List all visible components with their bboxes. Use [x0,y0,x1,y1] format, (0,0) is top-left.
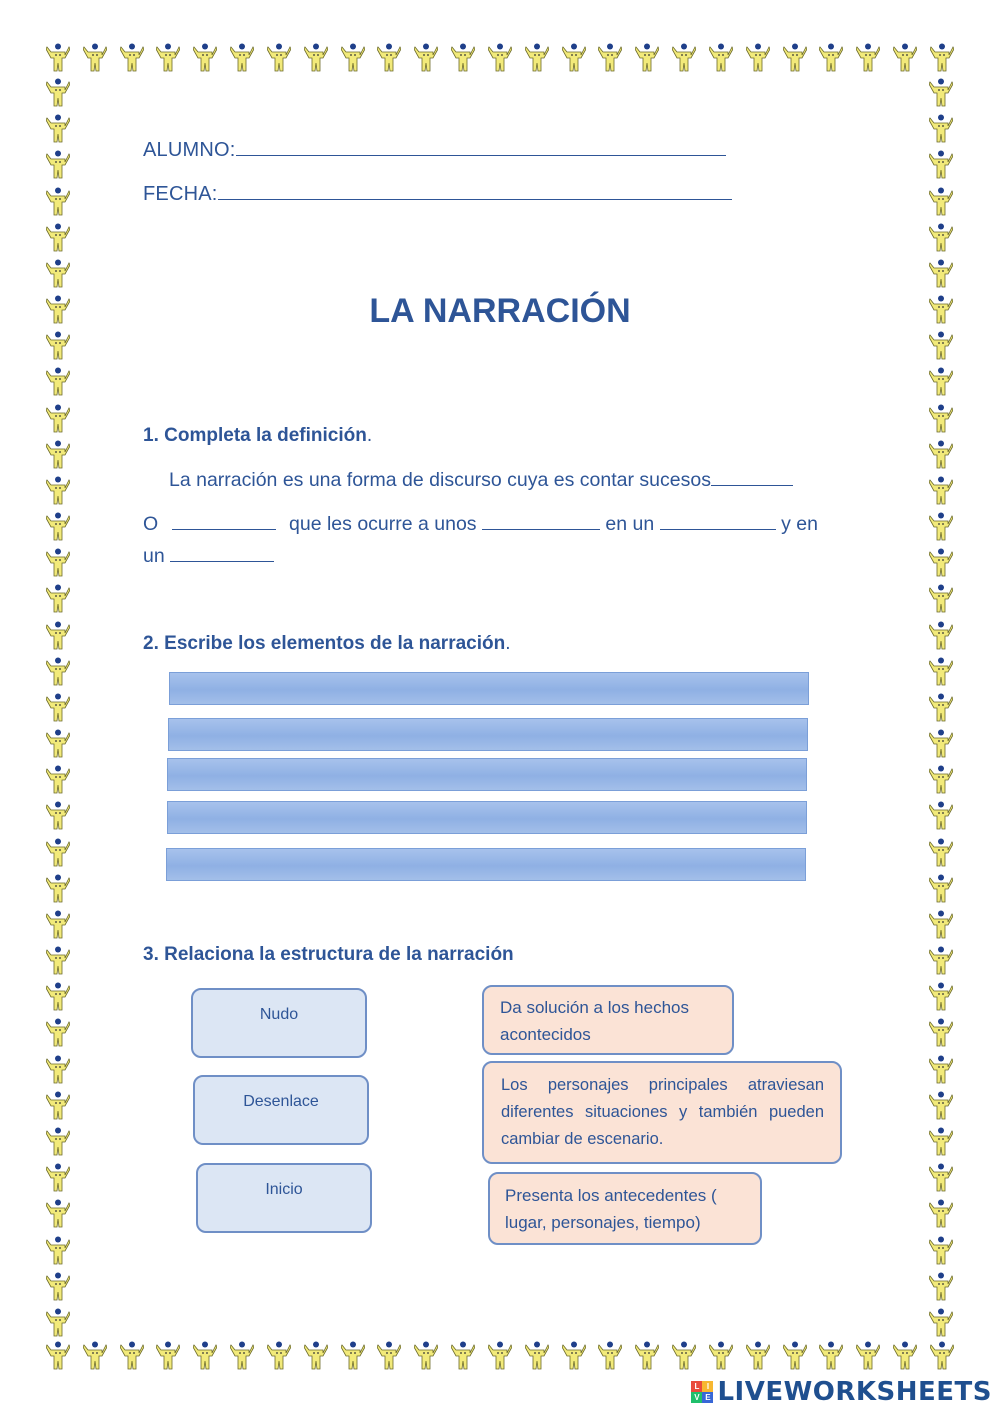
cartoon-figure-icon [46,1163,70,1193]
cartoon-figure-icon [46,114,70,144]
blank-3[interactable] [482,513,600,530]
cartoon-figure-icon [930,43,954,73]
date-input[interactable] [218,181,732,200]
cartoon-figure-icon [709,1341,733,1371]
element-answer-4[interactable] [167,801,807,834]
cartoon-figure-icon [83,1341,107,1371]
cartoon-figure-icon [193,43,217,73]
cartoon-figure-icon [598,1341,622,1371]
cartoon-figure-icon [929,476,953,506]
cartoon-figure-icon [46,1055,70,1085]
cartoon-figure-icon [120,1341,144,1371]
element-answer-3[interactable] [167,758,807,791]
cartoon-figure-icon [46,404,70,434]
structure-box-nudo[interactable]: Nudo [191,988,367,1058]
cartoon-figure-icon [46,1272,70,1302]
cartoon-figure-icon [929,1018,953,1048]
cartoon-figure-icon [156,1341,180,1371]
cartoon-figure-icon [83,43,107,73]
description-box-development[interactable]: Los personajes principales atraviesan diferentes situaciones y también pueden cambiar de escenario. [482,1061,842,1164]
cartoon-figure-icon [46,440,70,470]
cartoon-figure-icon [929,765,953,795]
cartoon-figure-icon [929,150,953,180]
cartoon-figure-icon [46,512,70,542]
student-name-input[interactable] [236,137,726,156]
cartoon-figure-icon [929,946,953,976]
cartoon-figure-icon [929,838,953,868]
cartoon-figure-icon [929,874,953,904]
brand-name: LIVEWORKSHEETS [717,1377,992,1407]
cartoon-figure-icon [672,43,696,73]
cartoon-figure-icon [598,43,622,73]
question-1-text: Completa la definición [164,425,367,446]
page-title: LA NARRACIÓN [369,292,631,330]
cartoon-figure-icon [929,693,953,723]
cartoon-figure-icon [46,838,70,868]
cartoon-figure-icon [46,801,70,831]
cartoon-figure-icon [46,367,70,397]
question-3-heading [143,944,514,966]
cartoon-figure-icon [929,621,953,651]
cartoon-figure-icon [46,150,70,180]
cartoon-figure-icon [893,1341,917,1371]
cartoon-figure-icon [929,331,953,361]
cartoon-figure-icon [46,765,70,795]
cartoon-figure-icon [46,1341,70,1371]
question-1-line-2 [143,513,858,536]
question-2-text: Escribe los elementos de la narración [164,633,506,654]
cartoon-figure-icon [635,1341,659,1371]
cartoon-figure-icon [562,43,586,73]
structure-box-desenlace[interactable]: Desenlace [193,1075,369,1145]
cartoon-figure-icon [746,1341,770,1371]
cartoon-figure-icon [929,1272,953,1302]
cartoon-figure-icon [46,223,70,253]
cartoon-figure-icon [46,1199,70,1229]
element-answer-5[interactable] [166,848,806,881]
date-label: FECHA: [143,183,218,205]
cartoon-figure-icon [930,1341,954,1371]
question-1-heading: 1. Completa la definición. [143,425,373,446]
cartoon-figure-icon [46,78,70,108]
blank-1[interactable] [711,469,793,486]
blank-4[interactable] [660,513,776,530]
blank-5[interactable] [170,545,274,562]
student-label: ALUMNO: [143,139,236,161]
date-field [143,181,732,206]
cartoon-figure-icon [46,1127,70,1157]
cartoon-figure-icon [929,1127,953,1157]
cartoon-figure-icon [856,43,880,73]
cartoon-figure-icon [230,43,254,73]
cartoon-figure-icon [156,43,180,73]
cartoon-figure-icon [46,548,70,578]
cartoon-figure-icon [929,657,953,687]
border-left [46,78,70,1338]
cartoon-figure-icon [856,1341,880,1371]
student-field [143,137,726,162]
cartoon-figure-icon [46,621,70,651]
cartoon-figure-icon [46,657,70,687]
cartoon-figure-icon [929,1091,953,1121]
cartoon-figure-icon [46,1091,70,1121]
cartoon-figure-icon [783,1341,807,1371]
cartoon-figure-icon [414,43,438,73]
brand-logo-icon: L I V E [691,1381,713,1403]
definition-text-1: La narración es una forma de discurso cuya es contar sucesos [169,469,711,491]
cartoon-figure-icon [819,43,843,73]
cartoon-figure-icon [929,114,953,144]
cartoon-figure-icon [929,187,953,217]
cartoon-figure-icon [230,1341,254,1371]
cartoon-figure-icon [46,693,70,723]
cartoon-figure-icon [267,43,291,73]
cartoon-figure-icon [929,1199,953,1229]
cartoon-figure-icon [929,1055,953,1085]
cartoon-figure-icon [304,1341,328,1371]
question-2-number: 2. [143,633,159,654]
cartoon-figure-icon [46,331,70,361]
cartoon-figure-icon [819,1341,843,1371]
cartoon-figure-icon [929,729,953,759]
description-box-solution[interactable]: Da solución a los hechos acontecidos [482,985,734,1055]
cartoon-figure-icon [562,1341,586,1371]
question-3-text: Relaciona la estructura de la narración [164,944,514,965]
cartoon-figure-icon [929,1308,953,1338]
cartoon-figure-icon [783,43,807,73]
cartoon-figure-icon [304,43,328,73]
cartoon-figure-icon [341,43,365,73]
cartoon-figure-icon [929,512,953,542]
cartoon-figure-icon [377,1341,401,1371]
cartoon-figure-icon [929,982,953,1012]
cartoon-figure-icon [46,43,70,73]
cartoon-figure-icon [488,1341,512,1371]
cartoon-figure-icon [929,548,953,578]
cartoon-figure-icon [451,43,475,73]
cartoon-figure-icon [46,584,70,614]
cartoon-figure-icon [46,1308,70,1338]
cartoon-figure-icon [46,982,70,1012]
cartoon-figure-icon [46,910,70,940]
cartoon-figure-icon [709,43,733,73]
cartoon-figure-icon [635,43,659,73]
element-answer-2[interactable] [168,718,808,751]
cartoon-figure-icon [46,729,70,759]
cartoon-figure-icon [746,43,770,73]
cartoon-figure-icon [929,1236,953,1266]
question-1-number: 1. [143,425,159,446]
element-answer-1[interactable] [169,672,809,705]
cartoon-figure-icon [46,946,70,976]
definition-text-3: que les ocurre a unos [289,513,477,535]
cartoon-figure-icon [929,78,953,108]
structure-box-inicio[interactable]: Inicio [196,1163,372,1233]
cartoon-figure-icon [46,1018,70,1048]
border-bottom [46,1341,954,1371]
brand-watermark [691,1377,992,1407]
cartoon-figure-icon [46,1236,70,1266]
question-1-line-3 [143,545,274,568]
cartoon-figure-icon [377,43,401,73]
definition-text-2: O [143,513,159,535]
cartoon-figure-icon [929,1163,953,1193]
border-right [929,78,953,1338]
cartoon-figure-icon [267,1341,291,1371]
border-top [46,43,954,73]
cartoon-figure-icon [929,584,953,614]
cartoon-figure-icon [46,187,70,217]
cartoon-figure-icon [120,43,144,73]
question-2-heading: 2. Escribe los elementos de la narración. [143,633,511,654]
cartoon-figure-icon [488,43,512,73]
cartoon-figure-icon [525,43,549,73]
cartoon-figure-icon [929,404,953,434]
cartoon-figure-icon [929,259,953,289]
description-box-introduction[interactable]: Presenta los antecedentes ( lugar, personajes, tiempo) [488,1172,762,1245]
cartoon-figure-icon [46,874,70,904]
definition-text-4: en un [605,513,655,535]
cartoon-figure-icon [46,259,70,289]
cartoon-figure-icon [672,1341,696,1371]
cartoon-figure-icon [525,1341,549,1371]
cartoon-figure-icon [451,1341,475,1371]
definition-text-6: un [143,545,165,567]
cartoon-figure-icon [341,1341,365,1371]
cartoon-figure-icon [414,1341,438,1371]
cartoon-figure-icon [929,910,953,940]
question-3-number: 3. [143,944,159,965]
cartoon-figure-icon [893,43,917,73]
cartoon-figure-icon [929,801,953,831]
cartoon-figure-icon [929,223,953,253]
question-1-line-1 [169,469,793,492]
blank-2[interactable] [172,513,276,530]
cartoon-figure-icon [46,476,70,506]
cartoon-figure-icon [929,367,953,397]
cartoon-figure-icon [193,1341,217,1371]
cartoon-figure-icon [929,440,953,470]
definition-text-5: y en [781,513,818,535]
